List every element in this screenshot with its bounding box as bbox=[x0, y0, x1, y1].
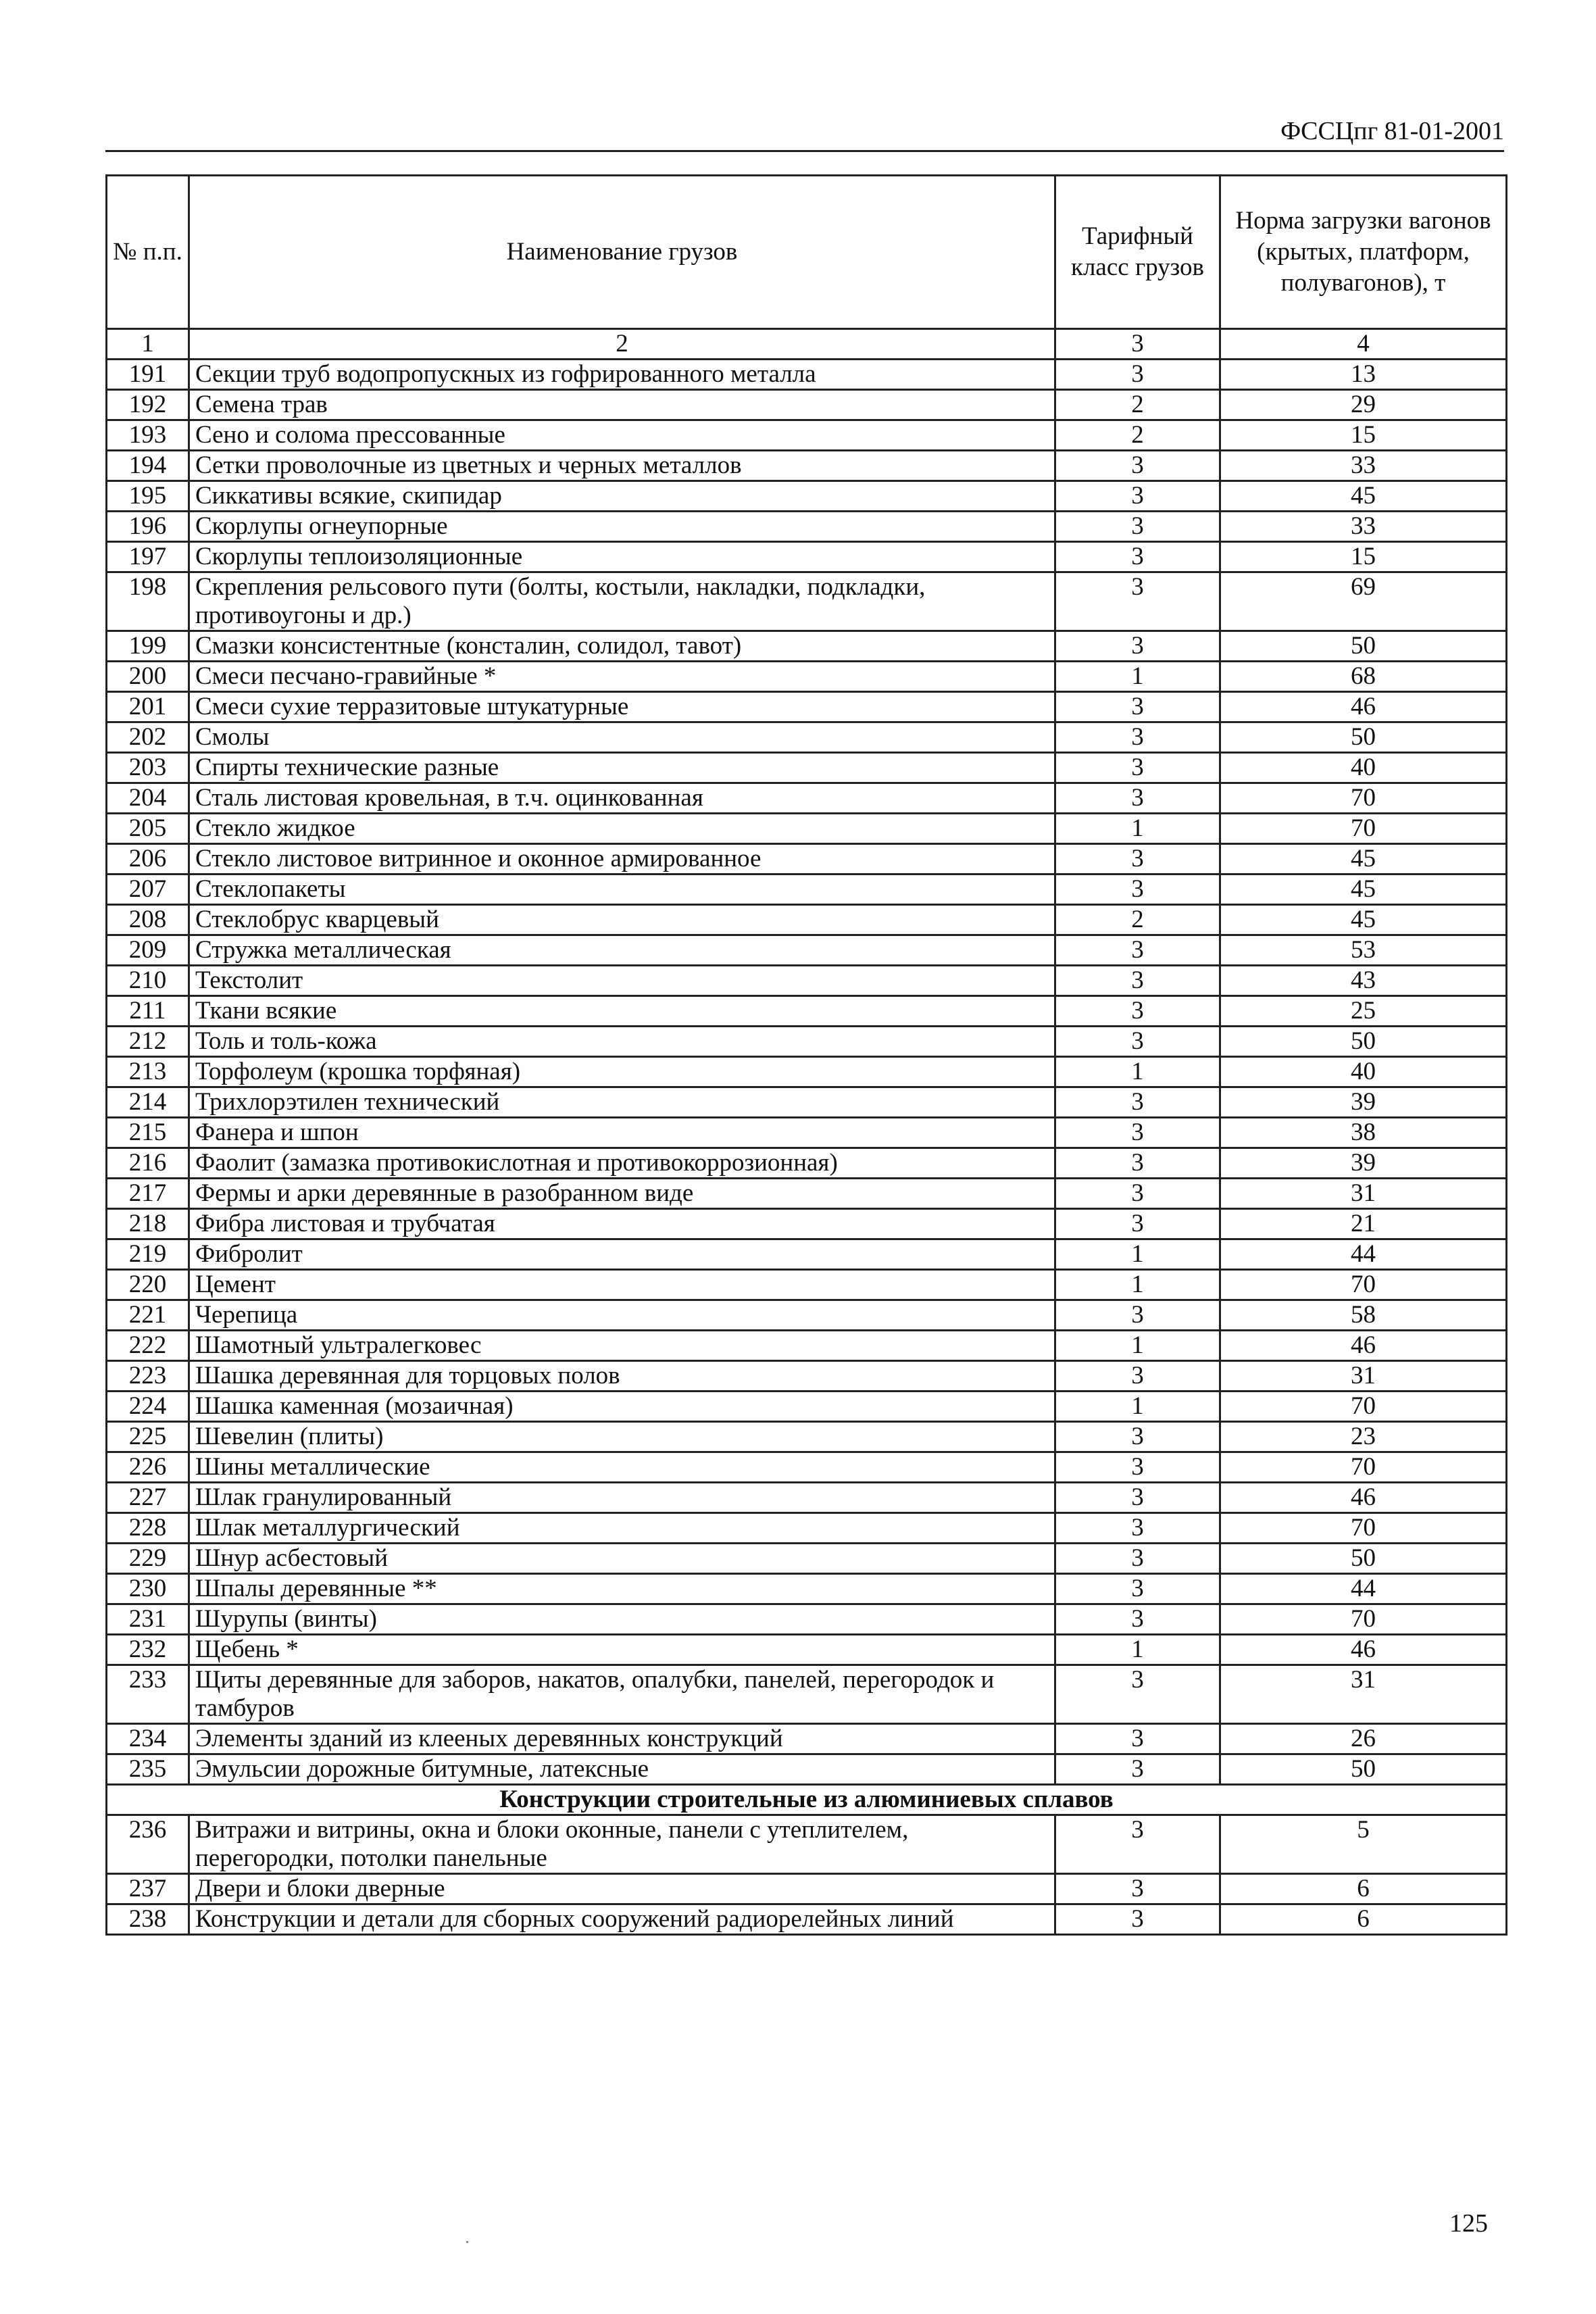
cargo-name: Смолы bbox=[189, 722, 1055, 753]
row-number: 215 bbox=[107, 1118, 189, 1148]
row-number: 235 bbox=[107, 1754, 189, 1785]
cargo-name: Смеси сухие терразитовые штукатурные bbox=[189, 692, 1055, 722]
load-norm: 15 bbox=[1220, 542, 1507, 572]
tariff-class: 3 bbox=[1055, 1874, 1220, 1904]
load-norm: 69 bbox=[1220, 572, 1507, 631]
load-norm: 46 bbox=[1220, 1483, 1507, 1513]
tariff-class: 3 bbox=[1055, 1300, 1220, 1331]
header-rule bbox=[105, 150, 1504, 152]
tariff-class: 3 bbox=[1055, 481, 1220, 512]
cargo-name: Сиккативы всякие, скипидар bbox=[189, 481, 1055, 512]
table-row bbox=[107, 1331, 1507, 1361]
cargo-name: Спирты технические разные bbox=[189, 753, 1055, 783]
table-row bbox=[107, 390, 1507, 420]
cargo-name: Шамотный ультралегковес bbox=[189, 1331, 1055, 1361]
row-number: 221 bbox=[107, 1300, 189, 1331]
tariff-class: 3 bbox=[1055, 512, 1220, 542]
row-number: 204 bbox=[107, 783, 189, 814]
table-header bbox=[107, 176, 1507, 329]
cargo-name: Шашка каменная (мозаичная) bbox=[189, 1392, 1055, 1422]
table-row bbox=[107, 420, 1507, 451]
row-number: 226 bbox=[107, 1452, 189, 1483]
load-norm: 50 bbox=[1220, 1027, 1507, 1057]
row-number: 228 bbox=[107, 1513, 189, 1544]
load-norm: 44 bbox=[1220, 1239, 1507, 1270]
row-number: 218 bbox=[107, 1209, 189, 1239]
load-norm: 39 bbox=[1220, 1087, 1507, 1118]
load-norm: 29 bbox=[1220, 390, 1507, 420]
load-norm: 44 bbox=[1220, 1574, 1507, 1604]
cargo-name: Сено и солома прессованные bbox=[189, 420, 1055, 451]
tariff-class: 3 bbox=[1055, 572, 1220, 631]
table-row bbox=[107, 1874, 1507, 1904]
table-row bbox=[107, 1422, 1507, 1452]
cargo-name: Витражи и витрины, окна и блоки оконные, панели с утеплителем, перегородки, потолки панельные bbox=[189, 1815, 1055, 1874]
table-row bbox=[107, 1544, 1507, 1574]
table-row bbox=[107, 1452, 1507, 1483]
cargo-name: Текстолит bbox=[189, 966, 1055, 996]
load-norm: 43 bbox=[1220, 966, 1507, 996]
cargo-name: Шнур асбестовый bbox=[189, 1544, 1055, 1574]
table-row bbox=[107, 1057, 1507, 1087]
cargo-name: Фермы и арки деревянные в разобранном виде bbox=[189, 1179, 1055, 1209]
row-number: 229 bbox=[107, 1544, 189, 1574]
scan-speck bbox=[466, 2241, 468, 2243]
tariff-class: 3 bbox=[1055, 1209, 1220, 1239]
row-number: 194 bbox=[107, 451, 189, 481]
table-row bbox=[107, 1361, 1507, 1392]
cargo-name: Стекло жидкое bbox=[189, 814, 1055, 844]
load-norm: 50 bbox=[1220, 1544, 1507, 1574]
tariff-class: 3 bbox=[1055, 1513, 1220, 1544]
table-row bbox=[107, 1300, 1507, 1331]
tariff-class: 2 bbox=[1055, 420, 1220, 451]
row-number: 233 bbox=[107, 1665, 189, 1724]
load-norm: 23 bbox=[1220, 1422, 1507, 1452]
table-row bbox=[107, 572, 1507, 631]
tariff-class: 3 bbox=[1055, 753, 1220, 783]
row-number: 219 bbox=[107, 1239, 189, 1270]
cargo-name: Сетки проволочные из цветных и черных металлов bbox=[189, 451, 1055, 481]
load-norm: 40 bbox=[1220, 1057, 1507, 1087]
tariff-class: 3 bbox=[1055, 1087, 1220, 1118]
cargo-name: Торфолеум (крошка торфяная) bbox=[189, 1057, 1055, 1087]
cargo-name: Ткани всякие bbox=[189, 996, 1055, 1027]
table-row bbox=[107, 875, 1507, 905]
load-norm: 53 bbox=[1220, 935, 1507, 966]
row-number: 192 bbox=[107, 390, 189, 420]
column-index: 3 bbox=[1055, 329, 1220, 360]
row-number: 214 bbox=[107, 1087, 189, 1118]
load-norm: 46 bbox=[1220, 1635, 1507, 1665]
load-norm: 58 bbox=[1220, 1300, 1507, 1331]
table-row bbox=[107, 692, 1507, 722]
load-norm: 45 bbox=[1220, 905, 1507, 935]
load-norm: 33 bbox=[1220, 512, 1507, 542]
table-row bbox=[107, 1604, 1507, 1635]
table-row bbox=[107, 1513, 1507, 1544]
cargo-name: Смазки консистентные (консталин, солидол, тавот) bbox=[189, 631, 1055, 662]
load-norm: 5 bbox=[1220, 1815, 1507, 1874]
cargo-name: Шевелин (плиты) bbox=[189, 1422, 1055, 1452]
tariff-class: 1 bbox=[1055, 1270, 1220, 1300]
row-number: 200 bbox=[107, 662, 189, 692]
table-row bbox=[107, 631, 1507, 662]
row-number: 224 bbox=[107, 1392, 189, 1422]
load-norm: 70 bbox=[1220, 1270, 1507, 1300]
cargo-name: Шпалы деревянные ** bbox=[189, 1574, 1055, 1604]
cargo-name: Скорлупы огнеупорные bbox=[189, 512, 1055, 542]
cargo-name: Цемент bbox=[189, 1270, 1055, 1300]
table-row bbox=[107, 1904, 1507, 1935]
table-row bbox=[107, 966, 1507, 996]
cargo-name: Стружка металлическая bbox=[189, 935, 1055, 966]
load-norm: 70 bbox=[1220, 814, 1507, 844]
table-row bbox=[107, 1179, 1507, 1209]
table-row bbox=[107, 360, 1507, 390]
row-number: 232 bbox=[107, 1635, 189, 1665]
cargo-name: Щебень * bbox=[189, 1635, 1055, 1665]
tariff-class: 2 bbox=[1055, 390, 1220, 420]
row-number: 216 bbox=[107, 1148, 189, 1179]
cargo-name: Семена трав bbox=[189, 390, 1055, 420]
row-number: 234 bbox=[107, 1724, 189, 1754]
table-row bbox=[107, 1483, 1507, 1513]
table-row bbox=[107, 662, 1507, 692]
tariff-class: 1 bbox=[1055, 662, 1220, 692]
column-header-number: № п.п. bbox=[107, 176, 189, 329]
cargo-name: Скрепления рельсового пути (болты, костыли, накладки, подкладки, противоугоны и др.) bbox=[189, 572, 1055, 631]
tariff-class: 3 bbox=[1055, 1665, 1220, 1724]
load-norm: 50 bbox=[1220, 722, 1507, 753]
load-norm: 31 bbox=[1220, 1665, 1507, 1724]
load-norm: 6 bbox=[1220, 1874, 1507, 1904]
row-number: 205 bbox=[107, 814, 189, 844]
row-number: 207 bbox=[107, 875, 189, 905]
row-number: 208 bbox=[107, 905, 189, 935]
cargo-name: Скорлупы теплоизоляционные bbox=[189, 542, 1055, 572]
tariff-class: 3 bbox=[1055, 1483, 1220, 1513]
section-row bbox=[107, 1785, 1507, 1815]
row-number: 211 bbox=[107, 996, 189, 1027]
row-number: 213 bbox=[107, 1057, 189, 1087]
cargo-name: Шашка деревянная для торцовых полов bbox=[189, 1361, 1055, 1392]
column-index: 1 bbox=[107, 329, 189, 360]
row-number: 231 bbox=[107, 1604, 189, 1635]
row-number: 236 bbox=[107, 1815, 189, 1874]
tariff-class: 3 bbox=[1055, 1148, 1220, 1179]
load-norm: 70 bbox=[1220, 1392, 1507, 1422]
tariff-class: 3 bbox=[1055, 1179, 1220, 1209]
load-norm: 25 bbox=[1220, 996, 1507, 1027]
cargo-name: Стеклобрус кварцевый bbox=[189, 905, 1055, 935]
table-row bbox=[107, 935, 1507, 966]
tariff-class: 1 bbox=[1055, 1239, 1220, 1270]
load-norm: 70 bbox=[1220, 1452, 1507, 1483]
row-number: 238 bbox=[107, 1904, 189, 1935]
load-norm: 50 bbox=[1220, 1754, 1507, 1785]
tariff-class: 3 bbox=[1055, 692, 1220, 722]
tariff-class: 3 bbox=[1055, 1361, 1220, 1392]
cargo-name: Фибролит bbox=[189, 1239, 1055, 1270]
load-norm: 45 bbox=[1220, 481, 1507, 512]
table-row bbox=[107, 1087, 1507, 1118]
tariff-class: 3 bbox=[1055, 844, 1220, 875]
table-row bbox=[107, 1724, 1507, 1754]
load-norm: 46 bbox=[1220, 1331, 1507, 1361]
load-norm: 21 bbox=[1220, 1209, 1507, 1239]
column-header-load-norm: Норма загрузки вагонов (крытых, платформ, полувагонов), т bbox=[1220, 176, 1507, 329]
row-number: 193 bbox=[107, 420, 189, 451]
tariff-class: 3 bbox=[1055, 722, 1220, 753]
tariff-class: 1 bbox=[1055, 1392, 1220, 1422]
table-row bbox=[107, 753, 1507, 783]
table-row bbox=[107, 1754, 1507, 1785]
tariff-class: 3 bbox=[1055, 1904, 1220, 1935]
tariff-class: 3 bbox=[1055, 631, 1220, 662]
column-index: 4 bbox=[1220, 329, 1507, 360]
load-norm: 70 bbox=[1220, 783, 1507, 814]
column-index: 2 bbox=[189, 329, 1055, 360]
row-number: 212 bbox=[107, 1027, 189, 1057]
load-norm: 40 bbox=[1220, 753, 1507, 783]
row-number: 227 bbox=[107, 1483, 189, 1513]
load-norm: 38 bbox=[1220, 1118, 1507, 1148]
row-number: 199 bbox=[107, 631, 189, 662]
load-norm: 39 bbox=[1220, 1148, 1507, 1179]
tariff-class: 1 bbox=[1055, 1635, 1220, 1665]
cargo-name: Трихлорэтилен технический bbox=[189, 1087, 1055, 1118]
load-norm: 45 bbox=[1220, 875, 1507, 905]
row-number: 222 bbox=[107, 1331, 189, 1361]
load-norm: 31 bbox=[1220, 1179, 1507, 1209]
tariff-class: 3 bbox=[1055, 1574, 1220, 1604]
row-number: 197 bbox=[107, 542, 189, 572]
page-number: 125 bbox=[1449, 2209, 1488, 2238]
cargo-name: Черепица bbox=[189, 1300, 1055, 1331]
load-norm: 13 bbox=[1220, 360, 1507, 390]
table-row bbox=[107, 1665, 1507, 1724]
tariff-class: 3 bbox=[1055, 1452, 1220, 1483]
table-row bbox=[107, 844, 1507, 875]
tariff-class: 3 bbox=[1055, 1815, 1220, 1874]
row-number: 225 bbox=[107, 1422, 189, 1452]
cargo-name: Сталь листовая кровельная, в т.ч. оцинкованная bbox=[189, 783, 1055, 814]
cargo-name: Фаолит (замазка противокислотная и противокоррозионная) bbox=[189, 1148, 1055, 1179]
load-norm: 70 bbox=[1220, 1513, 1507, 1544]
cargo-name: Стеклопакеты bbox=[189, 875, 1055, 905]
tariff-class: 3 bbox=[1055, 783, 1220, 814]
row-number: 198 bbox=[107, 572, 189, 631]
row-number: 230 bbox=[107, 1574, 189, 1604]
table-row bbox=[107, 783, 1507, 814]
column-header-tariff-class: Тарифный класс грузов bbox=[1055, 176, 1220, 329]
cargo-name: Толь и толь-кожа bbox=[189, 1027, 1055, 1057]
load-norm: 70 bbox=[1220, 1604, 1507, 1635]
tariff-class: 3 bbox=[1055, 1027, 1220, 1057]
table-row bbox=[107, 1027, 1507, 1057]
load-norm: 15 bbox=[1220, 420, 1507, 451]
tariff-class: 3 bbox=[1055, 966, 1220, 996]
table-row bbox=[107, 1118, 1507, 1148]
table-row bbox=[107, 1148, 1507, 1179]
row-number: 210 bbox=[107, 966, 189, 996]
row-number: 195 bbox=[107, 481, 189, 512]
tariff-class: 3 bbox=[1055, 1604, 1220, 1635]
table-row bbox=[107, 1239, 1507, 1270]
table-row bbox=[107, 814, 1507, 844]
row-number: 220 bbox=[107, 1270, 189, 1300]
load-norm: 45 bbox=[1220, 844, 1507, 875]
table-body bbox=[107, 329, 1507, 1935]
load-norm: 31 bbox=[1220, 1361, 1507, 1392]
table-row bbox=[107, 1635, 1507, 1665]
tariff-class: 1 bbox=[1055, 814, 1220, 844]
tariff-class: 3 bbox=[1055, 935, 1220, 966]
cargo-name: Эмульсии дорожные битумные, латексные bbox=[189, 1754, 1055, 1785]
load-norm: 26 bbox=[1220, 1724, 1507, 1754]
table-row bbox=[107, 996, 1507, 1027]
row-number: 203 bbox=[107, 753, 189, 783]
row-number: 237 bbox=[107, 1874, 189, 1904]
section-title: Конструкции строительные из алюминиевых сплавов bbox=[107, 1785, 1507, 1815]
tariff-class: 3 bbox=[1055, 996, 1220, 1027]
cargo-name: Секции труб водопропускных из гофрированного металла bbox=[189, 360, 1055, 390]
tariff-class: 1 bbox=[1055, 1057, 1220, 1087]
tariff-class: 2 bbox=[1055, 905, 1220, 935]
table-row bbox=[107, 1209, 1507, 1239]
cargo-name: Шлак гранулированный bbox=[189, 1483, 1055, 1513]
table-row bbox=[107, 512, 1507, 542]
tariff-class: 3 bbox=[1055, 1422, 1220, 1452]
table-row bbox=[107, 451, 1507, 481]
load-norm: 50 bbox=[1220, 631, 1507, 662]
table-row bbox=[107, 1815, 1507, 1874]
table-row bbox=[107, 1270, 1507, 1300]
cargo-name: Шины металлические bbox=[189, 1452, 1055, 1483]
tariff-class: 3 bbox=[1055, 1544, 1220, 1574]
load-norm: 68 bbox=[1220, 662, 1507, 692]
tariff-class: 3 bbox=[1055, 875, 1220, 905]
cargo-name: Шлак металлургический bbox=[189, 1513, 1055, 1544]
cargo-name: Смеси песчано-гравийные * bbox=[189, 662, 1055, 692]
cargo-name: Фибра листовая и трубчатая bbox=[189, 1209, 1055, 1239]
table-row bbox=[107, 481, 1507, 512]
load-norm: 33 bbox=[1220, 451, 1507, 481]
document-code: ФССЦпг 81-01-2001 bbox=[1280, 117, 1504, 145]
tariff-class: 3 bbox=[1055, 542, 1220, 572]
column-header-cargo-name: Наименование грузов bbox=[189, 176, 1055, 329]
cargo-name: Фанера и шпон bbox=[189, 1118, 1055, 1148]
cargo-name: Конструкции и детали для сборных сооружений радиорелейных линий bbox=[189, 1904, 1055, 1935]
row-number: 217 bbox=[107, 1179, 189, 1209]
tariff-class: 3 bbox=[1055, 451, 1220, 481]
cargo-name: Элементы зданий из клееных деревянных конструкций bbox=[189, 1724, 1055, 1754]
column-index-row bbox=[107, 329, 1507, 360]
tariff-class: 3 bbox=[1055, 1118, 1220, 1148]
row-number: 206 bbox=[107, 844, 189, 875]
cargo-name: Шурупы (винты) bbox=[189, 1604, 1055, 1635]
table-row bbox=[107, 542, 1507, 572]
table-row bbox=[107, 722, 1507, 753]
load-norm: 46 bbox=[1220, 692, 1507, 722]
tariff-class: 1 bbox=[1055, 1331, 1220, 1361]
row-number: 201 bbox=[107, 692, 189, 722]
tariff-class: 3 bbox=[1055, 360, 1220, 390]
row-number: 209 bbox=[107, 935, 189, 966]
load-norm: 6 bbox=[1220, 1904, 1507, 1935]
tariff-class: 3 bbox=[1055, 1754, 1220, 1785]
row-number: 202 bbox=[107, 722, 189, 753]
cargo-name: Щиты деревянные для заборов, накатов, опалубки, панелей, перегородок и тамбуров bbox=[189, 1665, 1055, 1724]
row-number: 223 bbox=[107, 1361, 189, 1392]
row-number: 191 bbox=[107, 360, 189, 390]
table-row bbox=[107, 1392, 1507, 1422]
tariff-class: 3 bbox=[1055, 1724, 1220, 1754]
table-row bbox=[107, 1574, 1507, 1604]
cargo-table bbox=[105, 174, 1507, 1936]
row-number: 196 bbox=[107, 512, 189, 542]
table-row bbox=[107, 905, 1507, 935]
cargo-name: Двери и блоки дверные bbox=[189, 1874, 1055, 1904]
cargo-name: Стекло листовое витринное и оконное армированное bbox=[189, 844, 1055, 875]
